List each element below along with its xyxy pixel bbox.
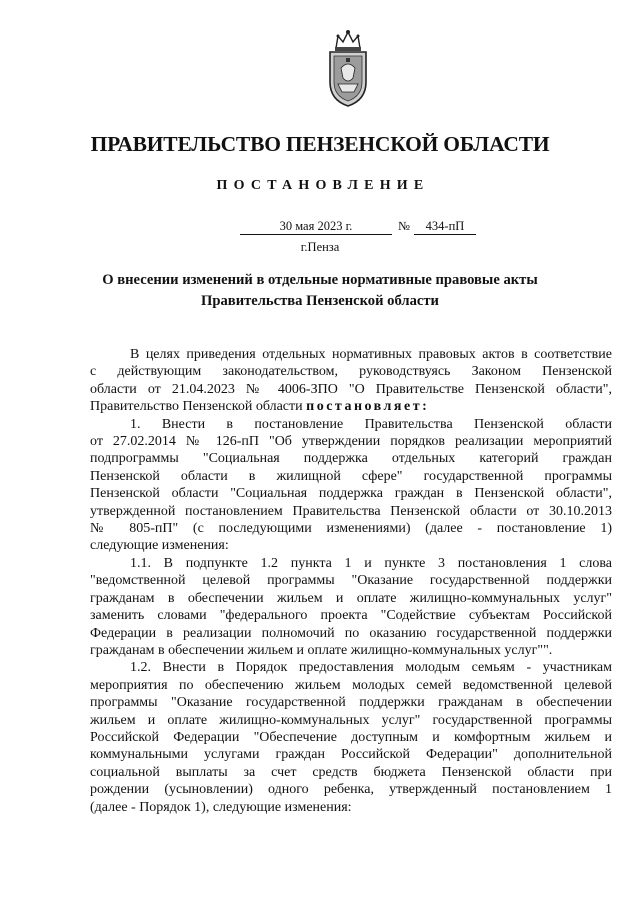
text-line: с действующим законодательством, руководствуясь Законом Пензенской bbox=[90, 364, 612, 380]
text-line: жильем и оплате жилищно-коммунальных услуг" государственной программы bbox=[90, 712, 612, 728]
text-line: Федерации в реализации полномочий по оказанию государственной поддержки bbox=[90, 625, 612, 641]
document-type: ПОСТАНОВЛЕНИЕ bbox=[216, 178, 430, 193]
text-line: Российской Федерации "Обеспечение доступным и комфортным жильем и bbox=[90, 729, 612, 745]
document-subject bbox=[60, 270, 580, 312]
text-line: рождении (усыновлении) одного ребенка, утвержденный постановлением 1 bbox=[90, 782, 612, 798]
text-line: социальной выплаты за счет средств бюджета Пензенской области при bbox=[90, 764, 612, 780]
text-line: программы "Оказание государственной поддержки гражданам в обеспечении bbox=[90, 695, 612, 711]
text-line: Пензенской области в жилищной сфере" государственной программы bbox=[90, 468, 612, 484]
text-line: утвержденной постановлением Правительства Пензенской области от 30.10.2013 bbox=[90, 503, 612, 519]
text-line: 1.2. Внести в Порядок предоставления молодым семьям - участникам bbox=[130, 660, 612, 676]
paragraph-4 bbox=[90, 659, 612, 816]
penza-coat-of-arms-icon bbox=[324, 28, 372, 108]
text-line: области от 21.04.2023 № 4006-ЗПО "О Правительстве Пензенской области", bbox=[90, 381, 612, 397]
text-line: от 27.02.2014 № 126-пП "Об утверждении порядков реализации мероприятий bbox=[90, 434, 612, 450]
document-date: 30 мая 2023 г. bbox=[240, 218, 392, 235]
text-line: 1. Внести в постановление Правительства Пензенской области bbox=[130, 416, 612, 432]
subject-line: О внесении изменений в отдельные нормативные правовые акты bbox=[102, 272, 538, 288]
text-line: "ведомственной целевой программы "Оказание государственной поддержки bbox=[90, 573, 612, 589]
text-line: заменить словами "федерального проекта "Содействие субъектам Российской bbox=[90, 608, 612, 624]
text-line: Пензенской области "Социальная поддержка граждан в Пензенской области", bbox=[90, 486, 612, 502]
government-title: ПРАВИТЕЛЬСТВО ПЕНЗЕНСКОЙ ОБЛАСТИ bbox=[90, 132, 550, 156]
paragraph-2 bbox=[90, 416, 612, 555]
text-line: 1.1. В подпункте 1.2 пункта 1 и пункте 3 постановления 1 слова bbox=[130, 555, 612, 571]
text-line: (далее - Порядок 1), следующие изменения: bbox=[90, 799, 352, 815]
number-sign: № bbox=[398, 219, 410, 233]
text-line: гражданам в обеспечении жильем и оплате жилищно-коммунальных услуг" bbox=[90, 590, 612, 606]
text-line: коммунальными услугами граждан Российской Федерации" дополнительной bbox=[90, 747, 612, 763]
subject-line: Правительства Пензенской области bbox=[201, 293, 439, 309]
paragraph-1 bbox=[90, 346, 612, 416]
text-line: Правительство Пензенской области постановляет: bbox=[90, 399, 430, 415]
document-body bbox=[90, 346, 612, 816]
decree-word: постановляет: bbox=[306, 399, 430, 415]
city: г.Пенза bbox=[300, 240, 340, 254]
text-line: следующие изменения: bbox=[90, 538, 229, 554]
text-line: гражданам в обеспечении жильем и оплате жилищно-коммунальных услуг"". bbox=[90, 642, 553, 658]
document-number: 434-пП bbox=[414, 218, 476, 235]
text-line: мероприятия по обеспечению жильем молодых семей ведомственной целевой bbox=[90, 677, 612, 693]
text-line: № 805-пП" (с последующими изменениями) (далее - постановление 1) bbox=[90, 521, 612, 537]
paragraph-3 bbox=[90, 555, 612, 659]
text-line: В целях приведения отдельных нормативных правовых актов в соответствие bbox=[130, 347, 612, 362]
text-line: подпрограммы "Социальная поддержка отдельных категорий граждан bbox=[90, 451, 612, 467]
